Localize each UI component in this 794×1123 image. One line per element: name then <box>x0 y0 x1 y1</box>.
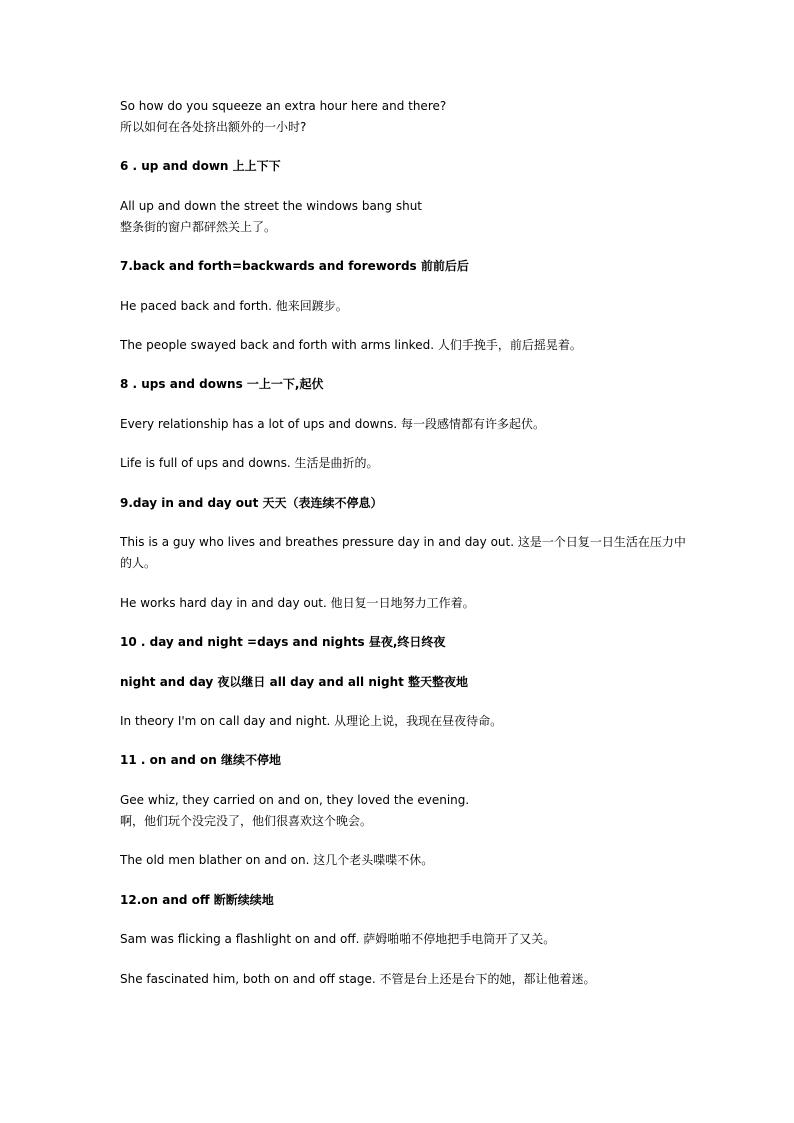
paragraph-text: 整条街的窗户都砰然关上了。 <box>120 220 277 234</box>
section-heading: 6 . up and down 上上下下 <box>120 159 281 173</box>
paragraph-text: He paced back and forth. 他来回踱步。 <box>120 299 348 313</box>
section-heading: 11 . on and on 继续不停地 <box>120 753 281 767</box>
paragraph-text: All up and down the street the windows bang shut <box>120 199 423 213</box>
section-heading: 7.back and forth=backwards and forewords 前前后后 <box>120 259 469 273</box>
paragraph-text: 的人。 <box>120 556 157 570</box>
paragraph-text: This is a guy who lives and breathes pressure day in and day out. 这是一个日复一日生活在压力中 <box>120 535 686 549</box>
paragraph-text: In theory I'm on call day and night. 从理论上说，我现在昼夜待命。 <box>120 714 503 728</box>
section-heading: 12.on and off 断断续续地 <box>120 893 274 907</box>
paragraph-text: 所以如何在各处挤出额外的一小时? <box>120 120 307 134</box>
section-heading: 10 . day and night =days and nights 昼夜,终日终夜 <box>120 635 446 649</box>
paragraph-text: So how do you squeeze an extra hour here and there? <box>120 99 447 113</box>
paragraph-text: He works hard day in and day out. 他日复一日地努力工作着。 <box>120 596 475 610</box>
section-heading: night and day 夜以继日 all day and all night 整天整夜地 <box>120 675 469 689</box>
paragraph-text: She fascinated him, both on and off stage. 不管是台上还是台下的她，都让他着迷。 <box>120 972 596 986</box>
section-heading: 8 . ups and downs 一上一下,起伏 <box>120 377 324 391</box>
paragraph-text: Life is full of ups and downs. 生活是曲折的。 <box>120 456 379 470</box>
paragraph-text: Gee whiz, they carried on and on, they loved the evening. <box>120 793 470 807</box>
section-heading: 9.day in and day out 天天（表连续不停息） <box>120 496 383 510</box>
paragraph-text: 啊，他们玩个没完没了，他们很喜欢这个晚会。 <box>120 814 373 828</box>
paragraph-text: The people swayed back and forth with arms linked. 人们手挽手，前后摇晃着。 <box>120 338 582 352</box>
paragraph-text: The old men blather on and on. 这几个老头喋喋不休。 <box>120 853 434 867</box>
paragraph-text: Sam was flicking a flashlight on and off. 萨姆啪啪不停地把手电筒开了又关。 <box>120 932 556 946</box>
paragraph-text: Every relationship has a lot of ups and downs. 每一段感情都有许多起伏。 <box>120 417 545 431</box>
